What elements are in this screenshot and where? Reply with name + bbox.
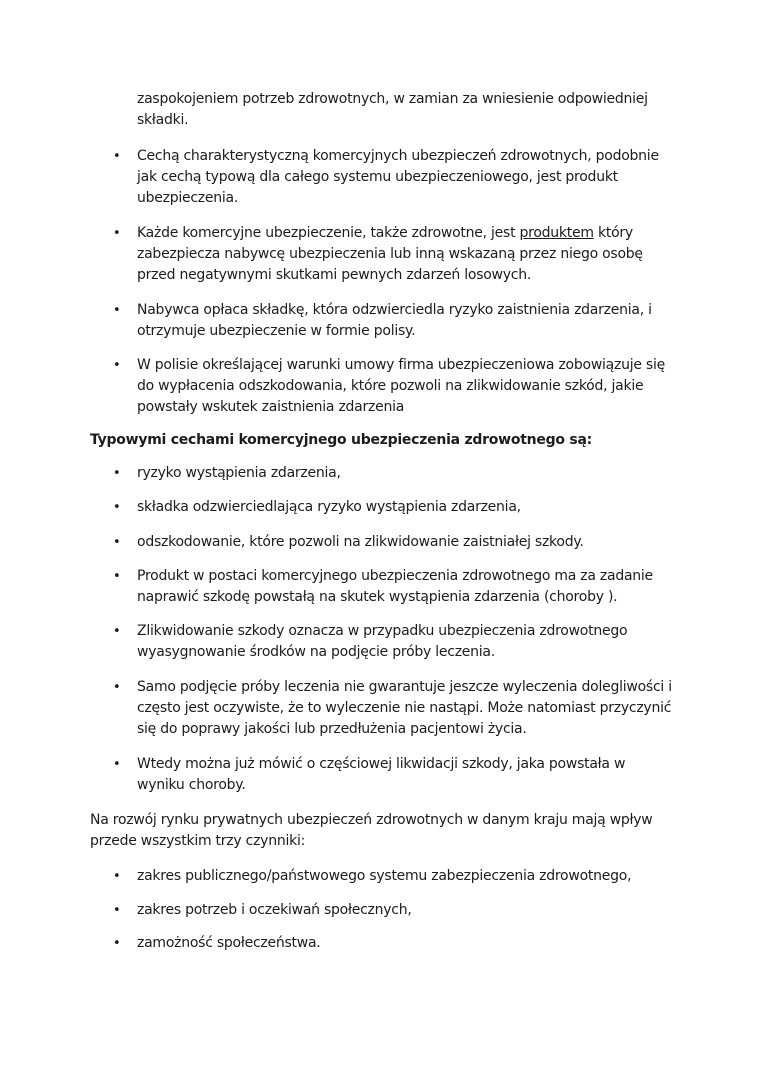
list-item-line: wyniku choroby.: [137, 777, 246, 793]
section-heading: Typowymi cechami komercyjnego ubezpieczenia zdrowotnego są:: [90, 432, 592, 448]
list-item-line: ubezpieczenia.: [137, 190, 239, 206]
bullet-marker: •: [113, 303, 121, 318]
text-span: Każde komercyjne ubezpieczenie, także zdrowotne, jest: [137, 225, 520, 241]
continuation-line: składki.: [137, 112, 189, 128]
bullet-marker: •: [113, 149, 121, 164]
bullet-marker: •: [113, 535, 121, 550]
list-item-line: przed negatywnymi skutkami pewnych zdarzeń losowych.: [137, 267, 532, 283]
list-item-line: [137, 223, 682, 244]
list-item-line: zamożność społeczeństwa.: [137, 935, 321, 951]
list-item-line: się do poprawy jakości lub przedłużenia pacjentowi życia.: [137, 721, 527, 737]
list-item-line: Produkt w postaci komercyjnego ubezpieczenia zdrowotnego ma za zadanie: [137, 568, 653, 584]
list-item-line: naprawić szkodę powstałą na skutek wystąpienia zdarzenia (choroby ).: [137, 589, 618, 605]
bullet-marker: •: [113, 869, 121, 884]
list-item-line: ryzyko wystąpienia zdarzenia,: [137, 465, 341, 481]
list-item-line: powstały wskutek zaistnienia zdarzenia: [137, 399, 405, 415]
paragraph-line: przede wszystkim trzy czynniki:: [90, 833, 306, 849]
list-item-line: jak cechą typową dla całego systemu ubezpieczeniowego, jest produkt: [137, 169, 618, 185]
list-item-line: zakres potrzeb i oczekiwań społecznych,: [137, 902, 412, 918]
list-item-line: wyasygnowanie środków na podjęcie próby leczenia.: [137, 644, 495, 660]
bullet-marker: •: [113, 624, 121, 639]
bullet-marker: •: [113, 757, 121, 772]
bullet-marker: •: [113, 500, 121, 515]
bullet-marker: •: [113, 680, 121, 695]
continuation-text: [137, 89, 682, 131]
bullet-marker: •: [113, 903, 121, 918]
list-item-line: Nabywca opłaca składkę, która odzwierciedla ryzyko zaistnienia zdarzenia, i: [137, 302, 652, 318]
list-item-line: często jest oczywiste, że to wyleczenie nie nastąpi. Może natomiast przyczynić: [137, 700, 672, 716]
list-item-line: do wypłacenia odszkodowania, które pozwoli na zlikwidowanie szkód, jakie: [137, 378, 644, 394]
bullet-marker: •: [113, 466, 121, 481]
produktem-link[interactable]: produktem: [519, 225, 594, 241]
bullet-marker: •: [113, 358, 121, 373]
paragraph-line: Na rozwój rynku prywatnych ubezpieczeń zdrowotnych w danym kraju mają wpływ: [90, 812, 653, 828]
continuation-line: zaspokojeniem potrzeb zdrowotnych, w zamian za wniesienie odpowiedniej: [137, 91, 648, 107]
list-item-line: zakres publicznego/państwowego systemu zabezpieczenia zdrowotnego,: [137, 868, 632, 884]
bullet-marker: •: [113, 569, 121, 584]
list-item-line: odszkodowanie, które pozwoli na zlikwidowanie zaistniałej szkody.: [137, 534, 584, 550]
list-item-line: Zlikwidowanie szkody oznacza w przypadku ubezpieczenia zdrowotnego: [137, 623, 628, 639]
body-paragraph: [90, 810, 690, 852]
list-item-line: składka odzwierciedlająca ryzyko wystąpienia zdarzenia,: [137, 499, 521, 515]
list-item-line: otrzymuje ubezpieczenie w formie polisy.: [137, 323, 416, 339]
list-item-line: Samo podjęcie próby leczenia nie gwarantuje jeszcze wyleczenia dolegliwości i: [137, 679, 672, 695]
bullet-marker: •: [113, 226, 121, 241]
list-item-line: W polisie określającej warunki umowy firma ubezpieczeniowa zobowiązuje się: [137, 357, 665, 373]
bullet-marker: •: [113, 936, 121, 951]
list-item-line: Wtedy można już mówić o częściowej likwidacji szkody, jaka powstała w: [137, 756, 626, 772]
text-span: który: [593, 225, 633, 241]
list-item-line: Cechą charakterystyczną komercyjnych ubezpieczeń zdrowotnych, podobnie: [137, 148, 659, 164]
list-item-line: zabezpiecza nabywcę ubezpieczenia lub inną wskazaną przez niego osobę: [137, 246, 643, 262]
